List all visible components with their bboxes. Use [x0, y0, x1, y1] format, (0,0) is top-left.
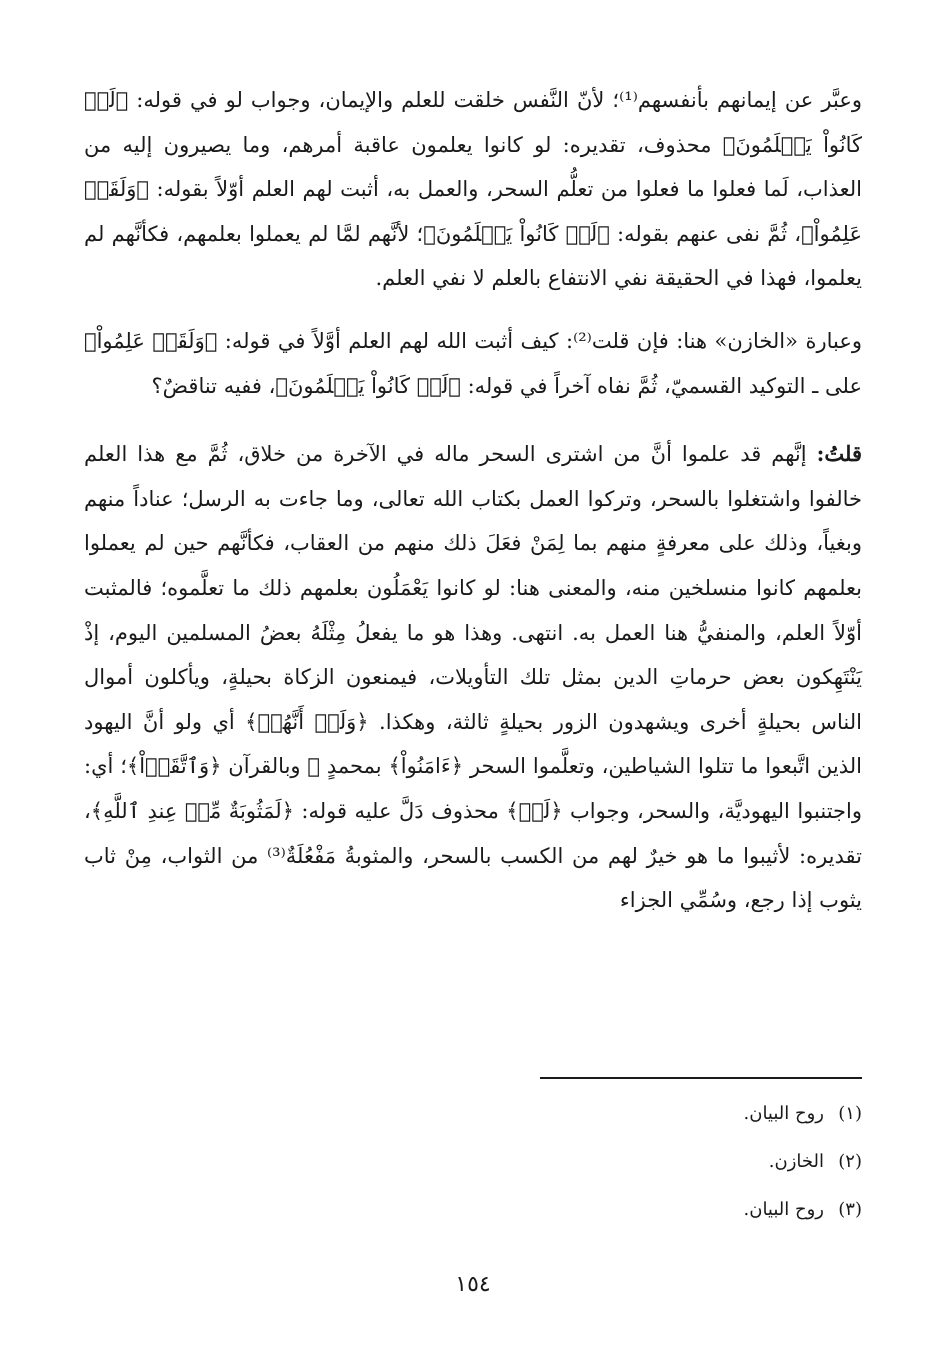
paragraph-1 [84, 78, 862, 301]
footnote-1 [84, 1093, 862, 1141]
paragraph-3-lead: قلتُ: [816, 441, 862, 467]
footnotes [84, 1093, 862, 1237]
footnote-number: (٢) [838, 1151, 862, 1172]
paragraph-3 [84, 432, 862, 923]
main-text [84, 78, 862, 923]
footnote-number: (١) [838, 1103, 862, 1124]
footnote-text: روح البيان. [743, 1103, 824, 1124]
footnote-text: روح البيان. [743, 1199, 824, 1220]
footnote-separator [540, 1077, 862, 1079]
paragraph-1-text: وعبَّر عن إيمانهم بأنفسهم⁽¹⁾؛ لأنّ النَّفس خلقت للعلم والإيمان، وجواب لو في قوله: ﴿لَوۡ كَانُواْ يَعۡلَمُونَ﴾ محذوف، تقديره: لو كانوا يعلمون عاقبة أمرهم، وما يصيرون إليه من العذاب، لَما فعلوا ما فعلوا من تعلُّم السحر، والعمل به، أثبت لهم العلم أوّلاً بقوله: ﴿وَلَقَدۡ عَلِمُواْ﴾، ثُمَّ نفى عنهم بقوله: ﴿لَوۡ كَانُواْ يَعۡلَمُونَ﴾؛ لأنَّهم لمَّا لم يعملوا بعلمهم، فكأنَّهم لم يعلموا، فهذا في الحقيقة نفي الانتفاع بالعلم لا نفي العلم. [84, 88, 862, 291]
footnote-number: (٣) [838, 1199, 862, 1220]
page-number: ١٥٤ [455, 1272, 491, 1297]
paragraph-2 [84, 319, 862, 408]
footnote-text: الخازن. [768, 1151, 824, 1172]
paragraph-3-text: إنَّهم قد علموا أنَّ من اشترى السحر ماله في الآخرة من خلاق، ثُمَّ مع هذا العلم خالفوا واشتغلوا بالسحر، وتركوا العمل بكتاب الله تعالى، وما جاءت به الرسل؛ عناداً منهم وبغياً، وذلك على معرفةٍ منهم بما لِمَنْ فعَلَ ذلك منهم من العقاب، فكأنَّهم حين لم يعملوا بعلمهم كانوا منسلخين منه، والمعنى هنا: لو كانوا يَعْمَلُون بعلمهم ذلك ما تعلَّموه؛ فالمثبت أوّلاً العلم، والمنفيُّ هنا العمل به. انتهى. وهذا هو ما يفعلُ مِثْلَهُ بعضُ المسلمين اليوم، إذْ يَنْتَهِكون بعض حرماتِ الدين بمثل تلك التأويلات، فيمنعون الزكاة بحيلةٍ، ويأكلون أموال الناس بحيلةٍ أخرى ويشهدون الزور بحيلةٍ ثالثة، وهكذا. ﴿وَلَوۡ أَنَّهُمۡ﴾ أي ولو أنَّ اليهود الذين اتَّبعوا ما تتلوا الشياطين، وتعلَّموا السحر ﴿ءَامَنُواْ﴾ بمحمدٍ ﷺ وبالقرآن ﴿وَٱتَّقَوۡاْ﴾؛ أي: واجتنبوا اليهوديَّة، والسحر، وجواب ﴿لَوۡ﴾ محذوف دَلَّ عليه قوله: ﴿لَمَثُوبَةٌ مِّنۡ عِندِ ٱللَّهِ﴾، تقديره: لأثيبوا ما هو خيرٌ لهم من الكسب بالسحر، والمثوبةُ مَفْعُلَةٌ⁽³⁾ من الثواب، مِنْ ثاب يثوب إذا رجع، وسُمِّي الجزاء [84, 442, 862, 913]
footnote-3 [84, 1189, 862, 1237]
footnote-2 [84, 1141, 862, 1189]
paragraph-2-text: وعبارة «الخازن» هنا: فإن قلت⁽²⁾: كيف أثبت الله لهم العلم أوَّلاً في قوله: ﴿وَلَقَدۡ عَلِمُواْ﴾ على ـ التوكيد القسميّ، ثُمَّ نفاه آخراً في قوله: ﴿لَوۡ كَانُواْ يَعۡلَمُونَ﴾، ففيه تناقضٌ؟ [84, 328, 862, 398]
